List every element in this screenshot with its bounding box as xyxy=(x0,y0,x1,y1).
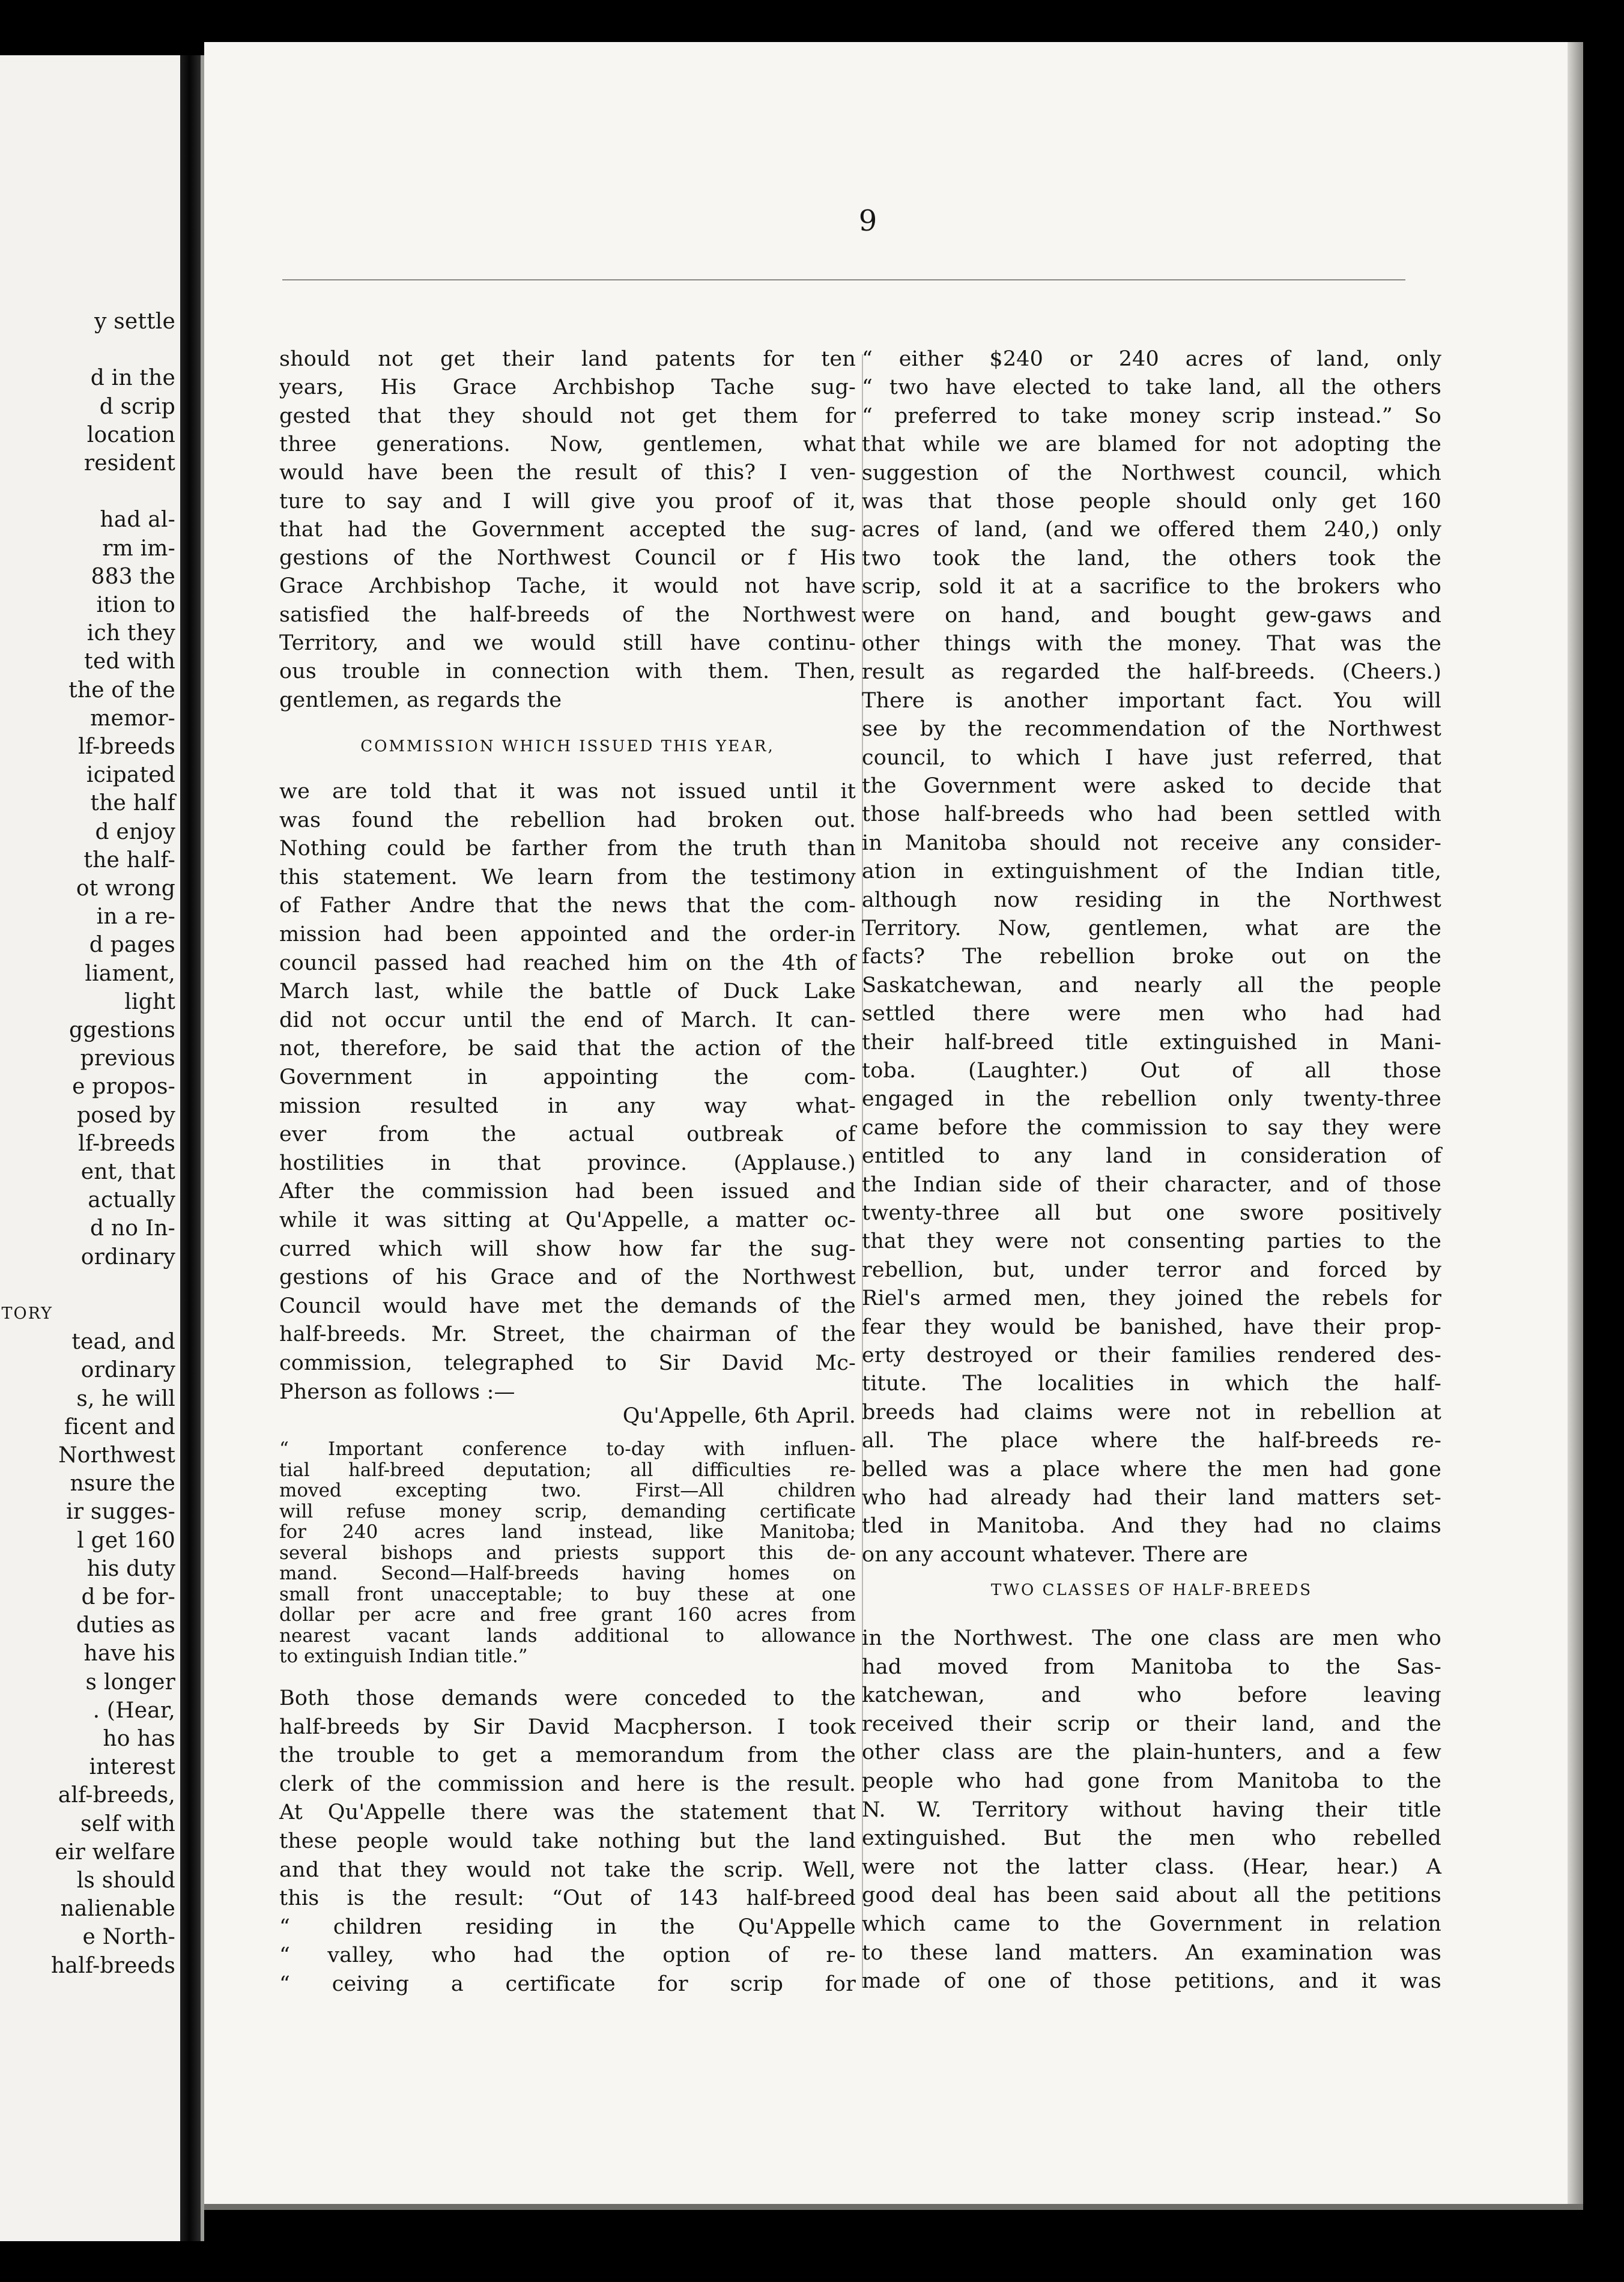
text-line: who had already had their land matters set- xyxy=(862,1486,1441,1510)
text-line: made of one of those petitions, and it was xyxy=(862,1969,1441,1994)
fragment-line: d enjoy xyxy=(95,819,175,844)
fragment-line: ich they xyxy=(86,621,175,646)
text-line: the trouble to get a memorandum from the xyxy=(279,1743,856,1768)
text-line: gested that they should not get them for xyxy=(279,404,856,428)
text-line: other class are the plain-hunters, and a few xyxy=(862,1740,1441,1765)
fragment-line: self with xyxy=(80,1811,175,1836)
text-line: mission had been appointed and the order-in xyxy=(279,922,856,946)
fragment-line: ir sugges- xyxy=(66,1500,175,1525)
text-line: was that those people should only get 160 xyxy=(862,489,1441,513)
fragment-line: s, he will xyxy=(76,1386,175,1411)
text-line: came before the commission to say they were xyxy=(862,1115,1441,1140)
fragment-line: location xyxy=(86,422,175,447)
text-line: ation in extinguishment of the Indian title, xyxy=(862,859,1441,884)
text-line: their half-breed title extinguished in Mani- xyxy=(862,1030,1441,1055)
fragment-line: duties as xyxy=(76,1613,175,1638)
fragment-line: the half xyxy=(90,791,175,816)
text-line: years, His Grace Archbishop Tache sug- xyxy=(279,375,856,400)
left-page-fragment xyxy=(0,55,180,2241)
fragment-line: lf-breeds xyxy=(78,1131,175,1156)
telegram-line: small front unacceptable; to buy these at one xyxy=(279,1583,856,1605)
text-line: suggestion of the Northwest council, which xyxy=(862,461,1441,485)
text-line: although now residing in the Northwest xyxy=(862,888,1441,912)
text-line: After the commission had been issued and xyxy=(279,1179,856,1204)
text-line: clerk of the commission and here is the result. xyxy=(279,1772,856,1796)
text-line: the Indian side of their character, and of those xyxy=(862,1172,1441,1197)
telegram-line: for 240 acres land instead, like Manitoba; xyxy=(279,1521,856,1543)
text-line: people who had gone from Manitoba to the xyxy=(862,1769,1441,1793)
telegram-line: to extinguish Indian title.” xyxy=(279,1645,528,1667)
fragment-line: icipated xyxy=(86,763,175,788)
text-line: ous trouble in connection with them. Then, xyxy=(279,659,856,684)
text-line: tled in Manitoba. And they had no claims xyxy=(862,1514,1441,1539)
text-line: gentlemen, as regards the xyxy=(279,688,562,712)
text-line: were not the latter class. (Hear, hear.) A xyxy=(862,1854,1441,1879)
text-line: half-breeds. Mr. Street, the chairman of the xyxy=(279,1322,856,1347)
text-line: At Qu'Appelle there was the statement that xyxy=(279,1800,856,1825)
text-line: ture to say and I will give you proof of it, xyxy=(279,489,856,513)
fragment-line: d in the xyxy=(90,366,175,391)
fragment-heading: TORY xyxy=(1,1304,53,1323)
text-line: fear they would be banished, have their prop- xyxy=(862,1315,1441,1339)
text-line: were on hand, and bought gew-gaws and xyxy=(862,603,1441,628)
text-line: in the Northwest. The one class are men who xyxy=(862,1626,1441,1650)
text-line: There is another important fact. You will xyxy=(862,688,1441,713)
fragment-line: l get 160 xyxy=(77,1528,175,1553)
fragment-line: resident xyxy=(83,451,175,476)
text-line: titute. The localities in which the half- xyxy=(862,1372,1441,1396)
text-line: toba. (Laughter.) Out of all those xyxy=(862,1059,1441,1083)
fragment-line: ordinary xyxy=(80,1244,175,1270)
text-line: council, to which I have just referred, that xyxy=(862,745,1441,770)
fragment-line: e propos- xyxy=(72,1074,175,1100)
text-line: the Government were asked to decide that xyxy=(862,774,1441,798)
fragment-line: memor- xyxy=(90,706,175,731)
text-line: Territory, and we would still have continu- xyxy=(279,631,856,655)
text-line: “ preferred to take money scrip instead.” So xyxy=(862,404,1441,428)
page-bottom-edge xyxy=(204,2204,1583,2210)
section-heading: TWO CLASSES OF HALF-BREEDS xyxy=(990,1581,1313,1599)
fragment-line: ls should xyxy=(76,1868,175,1893)
text-line: we are told that it was not issued until it xyxy=(279,779,856,804)
text-line: three generations. Now, gentlemen, what xyxy=(279,432,856,456)
text-line: would have been the result of this? I ven- xyxy=(279,461,856,485)
text-line: N. W. Territory without having their title xyxy=(862,1797,1441,1822)
fragment-line: his duty xyxy=(86,1556,175,1581)
text-line: of Father Andre that the news that the com- xyxy=(279,894,856,918)
text-line: Saskatchewan, and nearly all the people xyxy=(862,973,1441,997)
fragment-line: tead, and xyxy=(71,1330,175,1355)
text-line: those half-breeds who had been settled with xyxy=(862,802,1441,827)
fragment-line: Northwest xyxy=(58,1443,175,1468)
text-line: these people would take nothing but the land xyxy=(279,1829,856,1853)
text-line: Both those demands were conceded to the xyxy=(279,1686,856,1710)
header-rule xyxy=(282,279,1405,280)
text-line: all. The place where the half-breeds re- xyxy=(862,1429,1441,1453)
fragment-line: lf-breeds xyxy=(78,734,175,759)
telegram-line: moved excepting two. First—All children xyxy=(279,1480,856,1501)
text-line: rebellion, but, under terror and forced by xyxy=(862,1258,1441,1282)
text-line: two took the land, the others took the xyxy=(862,546,1441,570)
telegram-line: several bishops and priests support this de- xyxy=(279,1542,856,1564)
fragment-line: alf-breeds, xyxy=(58,1783,175,1808)
page-number: 9 xyxy=(858,204,877,238)
fragment-line: . (Hear, xyxy=(92,1698,175,1723)
fragment-line: ent, that xyxy=(80,1160,175,1184)
text-line: “ either $240 or 240 acres of land, only xyxy=(862,347,1441,371)
text-line: satisfied the half-breeds of the Northwest xyxy=(279,602,856,627)
text-line: should not get their land patents for ten xyxy=(279,347,856,371)
text-line: breeds had claims were not in rebellion at xyxy=(862,1400,1441,1424)
fragment-line: e North- xyxy=(82,1925,175,1950)
text-line: “ two have elected to take land, all the others xyxy=(862,375,1441,400)
fragment-line: ordinary xyxy=(80,1358,175,1383)
text-line: had moved from Manitoba to the Sas- xyxy=(862,1654,1441,1679)
text-line: erty destroyed or their families rendered des- xyxy=(862,1343,1441,1367)
text-line: Nothing could be farther from the truth than xyxy=(279,837,856,861)
telegram-line: tial half-breed deputation; all difficulties re- xyxy=(279,1459,856,1481)
text-line: half-breeds by Sir David Macpherson. I took xyxy=(279,1715,856,1739)
text-line: and that they would not take the scrip. Well, xyxy=(279,1857,856,1882)
fragment-line: d pages xyxy=(89,933,175,958)
text-line: Government in appointing the com- xyxy=(279,1065,856,1089)
telegram-line: dollar per acre and free grant 160 acres from xyxy=(279,1604,856,1626)
text-line: not, therefore, be said that the action of the xyxy=(279,1037,856,1061)
text-line: did not occur until the end of March. It can- xyxy=(279,1008,856,1032)
telegram-line: will refuse money scrip, demanding certificate xyxy=(279,1500,856,1522)
fragment-line: posed by xyxy=(77,1103,175,1128)
telegram-line: “ Important conference to-day with influen- xyxy=(279,1438,856,1460)
text-line: good deal has been said about all the petitions xyxy=(862,1883,1441,1908)
text-line: that while we are blamed for not adopting the xyxy=(862,432,1441,457)
text-line: that had the Government accepted the sug- xyxy=(279,517,856,542)
text-line: Riel's armed men, they joined the rebels for xyxy=(862,1286,1441,1311)
fragment-line: ho has xyxy=(103,1727,175,1751)
text-line: acres of land, (and we offered them 240,) only xyxy=(862,518,1441,542)
fragment-line: 883 the xyxy=(91,564,175,589)
fragment-line: ition to xyxy=(96,593,175,617)
fragment-line: y settle xyxy=(94,309,175,334)
text-line: gestions of the Northwest Council or f His xyxy=(279,546,856,570)
dateline: Qu'Appelle, 6th April. xyxy=(622,1404,856,1428)
book-spine xyxy=(180,55,201,2241)
section-heading: COMMISSION WHICH ISSUED THIS YEAR, xyxy=(360,737,775,755)
text-line: was found the rebellion had broken out. xyxy=(279,808,856,832)
text-line: see by the recommendation of the Northwest xyxy=(862,717,1441,742)
fragment-line: ted with xyxy=(84,649,175,674)
text-line: while it was sitting at Qu'Appelle, a matter oc- xyxy=(279,1208,856,1232)
main-page xyxy=(204,42,1568,2204)
fragment-line: s longer xyxy=(85,1669,175,1695)
fragment-line: light xyxy=(124,989,175,1014)
fragment-line: ggestions xyxy=(69,1018,175,1043)
fragment-line: the of the xyxy=(68,677,175,703)
text-line: commission, telegraphed to Sir David Mc- xyxy=(279,1351,856,1375)
text-line: council passed had reached him on the 4th of xyxy=(279,951,856,975)
text-line: to these land matters. An examination was xyxy=(862,1940,1441,1965)
text-line: facts? The rebellion broke out on the xyxy=(862,945,1441,969)
fragment-line: d no In- xyxy=(90,1216,175,1241)
text-line: belled was a place where the men had gone xyxy=(862,1457,1441,1481)
text-line: entitled to any land in consideration of xyxy=(862,1144,1441,1169)
text-line: on any account whatever. There are xyxy=(862,1542,1248,1567)
fragment-line: had al- xyxy=(100,507,175,533)
text-line: this is the result: “Out of 143 half-breed xyxy=(279,1886,856,1911)
text-line: mission resulted in any way what- xyxy=(279,1094,856,1118)
text-line: Territory. Now, gentlemen, what are the xyxy=(862,916,1441,940)
text-line: March last, while the battle of Duck Lake xyxy=(279,979,856,1004)
telegram-line: mand. Second—Half-breeds having homes on xyxy=(279,1563,856,1584)
fragment-line: the half- xyxy=(83,847,175,873)
telegram-line: nearest vacant lands additional to allowance xyxy=(279,1624,856,1647)
fragment-line: rm im- xyxy=(102,536,175,561)
fragment-line: ficent and xyxy=(64,1414,175,1439)
text-line: curred which will show how far the sug- xyxy=(279,1236,856,1261)
text-line: that they were not consenting parties to the xyxy=(862,1229,1441,1254)
fragment-line: nsure the xyxy=(70,1471,175,1497)
text-line: other things with the money. That was the xyxy=(862,632,1441,656)
text-line: settled there were men who had had xyxy=(862,1002,1441,1026)
text-line: “ ceiving a certificate for scrip for xyxy=(279,1972,856,1996)
text-line: engaged in the rebellion only twenty-three xyxy=(862,1087,1441,1112)
fragment-line: eir welfare xyxy=(55,1839,175,1865)
fragment-line: d be for- xyxy=(81,1585,175,1609)
fragment-line: ot wrong xyxy=(76,876,175,901)
page-right-edge xyxy=(1568,42,1583,2204)
fragment-line: interest xyxy=(89,1755,175,1780)
text-line: in Manitoba should not receive any consider- xyxy=(862,831,1441,855)
text-line: “ valley, who had the option of re- xyxy=(279,1943,856,1968)
text-line: “ children residing in the Qu'Appelle xyxy=(279,1914,856,1939)
fragment-line: liament, xyxy=(85,961,175,986)
text-line: katchewan, and who before leaving xyxy=(862,1683,1441,1708)
text-line: which came to the Government in relation xyxy=(862,1912,1441,1936)
fragment-line: nalienable xyxy=(60,1896,175,1922)
text-line: ever from the actual outbreak of xyxy=(279,1122,856,1147)
text-line: Grace Archbishop Tache, it would not have xyxy=(279,574,856,599)
text-line: received their scrip or their land, and the xyxy=(862,1712,1441,1736)
text-line: gestions of his Grace and of the Northwest xyxy=(279,1265,856,1290)
text-line: result as regarded the half-breeds. (Cheers.) xyxy=(862,660,1441,685)
text-line: hostilities in that province. (Applause.) xyxy=(279,1151,856,1175)
fragment-line: have his xyxy=(83,1641,175,1666)
text-line: this statement. We learn from the testimony xyxy=(279,865,856,889)
text-line: scrip, sold it at a sacrifice to the brokers who xyxy=(862,575,1441,599)
text-line: Council would have met the demands of the xyxy=(279,1294,856,1318)
text-line: Pherson as follows :— xyxy=(279,1379,515,1404)
fragment-line: previous xyxy=(80,1046,175,1071)
fragment-line: d scrip xyxy=(99,394,175,419)
fragment-line: actually xyxy=(88,1188,175,1213)
text-line: extinguished. But the men who rebelled xyxy=(862,1826,1441,1851)
fragment-line: in a re- xyxy=(96,904,175,930)
text-line: twenty-three all but one swore positively xyxy=(862,1201,1441,1225)
fragment-line: half-breeds xyxy=(51,1953,175,1978)
